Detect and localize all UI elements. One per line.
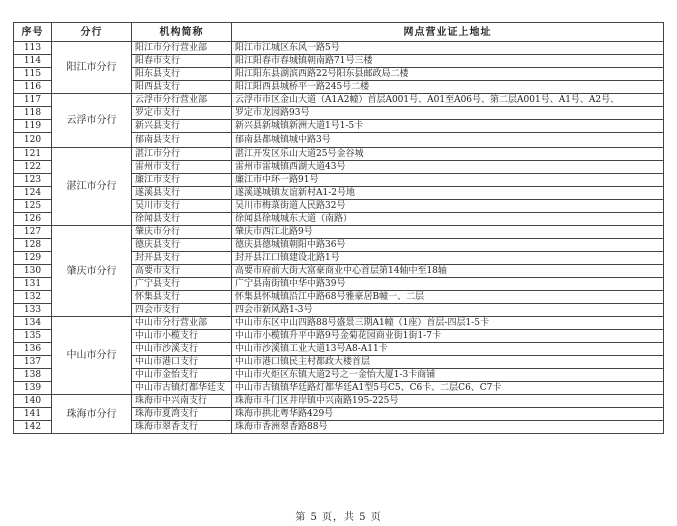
row-seq: 137	[14, 356, 52, 369]
institution-name: 阳春市支行	[132, 55, 232, 68]
branch-address: 中山市小榄镇升平中路9号金菊花园商业街1街1-7卡	[232, 330, 664, 343]
row-seq: 138	[14, 369, 52, 382]
branch-name: 云浮市分行	[52, 94, 132, 148]
row-seq: 118	[14, 107, 52, 120]
row-seq: 140	[14, 395, 52, 408]
branch-name: 珠海市分行	[52, 395, 132, 434]
branch-address: 中山市古镇镇华廷路灯都华廷A1型5号C5、C6卡、二层C6、C7卡	[232, 382, 664, 395]
row-seq: 129	[14, 252, 52, 265]
branch-address: 云浮市市区金山大道（A1A2幢）首层A001号、A01至A06号、第二层A001号、A1号、A2号、	[232, 94, 664, 107]
header-seq: 序号	[14, 23, 52, 42]
table-row	[14, 226, 664, 239]
institution-name: 遂溪县支行	[132, 187, 232, 200]
branch-address: 廉江市中环一路91号	[232, 174, 664, 187]
branch-address: 高要市府前大街大富豪商业中心首层第14轴中至18轴	[232, 265, 664, 278]
institution-name: 阳西县支行	[132, 81, 232, 94]
row-seq: 113	[14, 42, 52, 55]
institution-name: 廉江市支行	[132, 174, 232, 187]
row-seq: 130	[14, 265, 52, 278]
institution-name: 中山市分行营业部	[132, 317, 232, 330]
row-seq: 141	[14, 408, 52, 421]
institution-name: 德庆县支行	[132, 239, 232, 252]
row-seq: 116	[14, 81, 52, 94]
institution-name: 郁南县支行	[132, 133, 232, 148]
institution-name: 中山市沙溪支行	[132, 343, 232, 356]
row-seq: 123	[14, 174, 52, 187]
header-branch: 分行	[52, 23, 132, 42]
institution-name: 中山市金怡支行	[132, 369, 232, 382]
branch-address: 珠海市拱北粤华路429号	[232, 408, 664, 421]
institution-name: 封开县支行	[132, 252, 232, 265]
table-row	[14, 94, 664, 107]
institution-name: 怀集县支行	[132, 291, 232, 304]
row-seq: 115	[14, 68, 52, 81]
branch-address: 肇庆市西江北路9号	[232, 226, 664, 239]
table-row	[14, 395, 664, 408]
row-seq: 131	[14, 278, 52, 291]
header-address: 网点营业证上地址	[232, 23, 664, 42]
branch-address: 遂溪遂城镇友谊新村A1-2号地	[232, 187, 664, 200]
institution-name: 中山市古镇灯都华廷支	[132, 382, 232, 395]
branch-address: 雷州市雷城镇西湖大道43号	[232, 161, 664, 174]
branch-address: 怀集县怀城镇沿江中路68号雅豪居B幢一、二层	[232, 291, 664, 304]
institution-name: 广宁县支行	[132, 278, 232, 291]
row-seq: 133	[14, 304, 52, 317]
branch-address: 阳江阳春市春城镇朝南路71号三楼	[232, 55, 664, 68]
branch-address: 珠海市斗门区井岸镇中兴南路195-225号	[232, 395, 664, 408]
branch-name: 中山市分行	[52, 317, 132, 395]
institution-name: 徐闻县支行	[132, 213, 232, 226]
row-seq: 124	[14, 187, 52, 200]
table-row	[14, 317, 664, 330]
institution-name: 珠海市中兴南支行	[132, 395, 232, 408]
branch-address: 广宁县南街镇中华中路39号	[232, 278, 664, 291]
branch-address: 封开县江口镇建设北路1号	[232, 252, 664, 265]
institution-name: 湛江市分行	[132, 148, 232, 161]
institution-name: 高要市支行	[132, 265, 232, 278]
table-row	[14, 42, 664, 55]
institution-name: 中山市小榄支行	[132, 330, 232, 343]
branch-address: 罗定市龙园路93号	[232, 107, 664, 120]
row-seq: 139	[14, 382, 52, 395]
row-seq: 122	[14, 161, 52, 174]
branch-address: 中山市港口镇民主村都政大楼首层	[232, 356, 664, 369]
row-seq: 121	[14, 148, 52, 161]
table-body	[14, 42, 664, 434]
institution-name: 新兴县支行	[132, 120, 232, 133]
row-seq: 117	[14, 94, 52, 107]
branch-address: 郁南县都城镇城中路3号	[232, 133, 664, 148]
branch-address: 湛江开发区乐山大道25号金谷城	[232, 148, 664, 161]
branch-address: 吴川市梅菉街道人民路32号	[232, 200, 664, 213]
row-seq: 127	[14, 226, 52, 239]
row-seq: 132	[14, 291, 52, 304]
branch-address: 德庆县德城镇朝阳中路36号	[232, 239, 664, 252]
institution-name: 珠海市翠香支行	[132, 421, 232, 434]
row-seq: 136	[14, 343, 52, 356]
branch-address: 四会市新风路1-3号	[232, 304, 664, 317]
branch-address: 阳江阳东县湖滨西路22号阳东县邮政局二楼	[232, 68, 664, 81]
table-row	[14, 148, 664, 161]
page-footer: 第 5 页，共 5 页	[295, 512, 382, 523]
institution-name: 罗定市支行	[132, 107, 232, 120]
branch-name: 阳江市分行	[52, 42, 132, 94]
branch-address: 中山市沙溪镇工业大道13号A8-A11卡	[232, 343, 664, 356]
branch-address: 阳江阳西县城桥平一路245号二楼	[232, 81, 664, 94]
row-seq: 128	[14, 239, 52, 252]
header-row	[14, 23, 664, 42]
row-seq: 120	[14, 133, 52, 148]
branch-address: 新兴县新城镇新洲大道1号1-5卡	[232, 120, 664, 133]
branch-address: 珠海市香洲翠香路88号	[232, 421, 664, 434]
institution-name: 云浮市分行营业部	[132, 94, 232, 107]
institution-name: 中山市港口支行	[132, 356, 232, 369]
header-institution: 机构简称	[132, 23, 232, 42]
row-seq: 134	[14, 317, 52, 330]
institution-name: 雷州市支行	[132, 161, 232, 174]
institution-name: 阳江市分行营业部	[132, 42, 232, 55]
branch-name: 湛江市分行	[52, 148, 132, 226]
institution-name: 珠海市夏湾支行	[132, 408, 232, 421]
row-seq: 119	[14, 120, 52, 133]
institution-name: 四会市支行	[132, 304, 232, 317]
row-seq: 135	[14, 330, 52, 343]
branch-address: 中山市火炬区东镇大道2号之一金怡大厦1-3卡商铺	[232, 369, 664, 382]
row-seq: 125	[14, 200, 52, 213]
institution-name: 肇庆市分行	[132, 226, 232, 239]
institution-name: 阳东县支行	[132, 68, 232, 81]
branch-address-table	[13, 22, 664, 434]
row-seq: 142	[14, 421, 52, 434]
branch-address: 中山市东区中山四路88号盛景三期A1幢（1座）首层-四层1-5卡	[232, 317, 664, 330]
row-seq: 126	[14, 213, 52, 226]
branch-address: 徐闻县徐城城东大道（南路）	[232, 213, 664, 226]
row-seq: 114	[14, 55, 52, 68]
branch-address: 阳江市江城区东风一路5号	[232, 42, 664, 55]
branch-name: 肇庆市分行	[52, 226, 132, 317]
institution-name: 吴川市支行	[132, 200, 232, 213]
